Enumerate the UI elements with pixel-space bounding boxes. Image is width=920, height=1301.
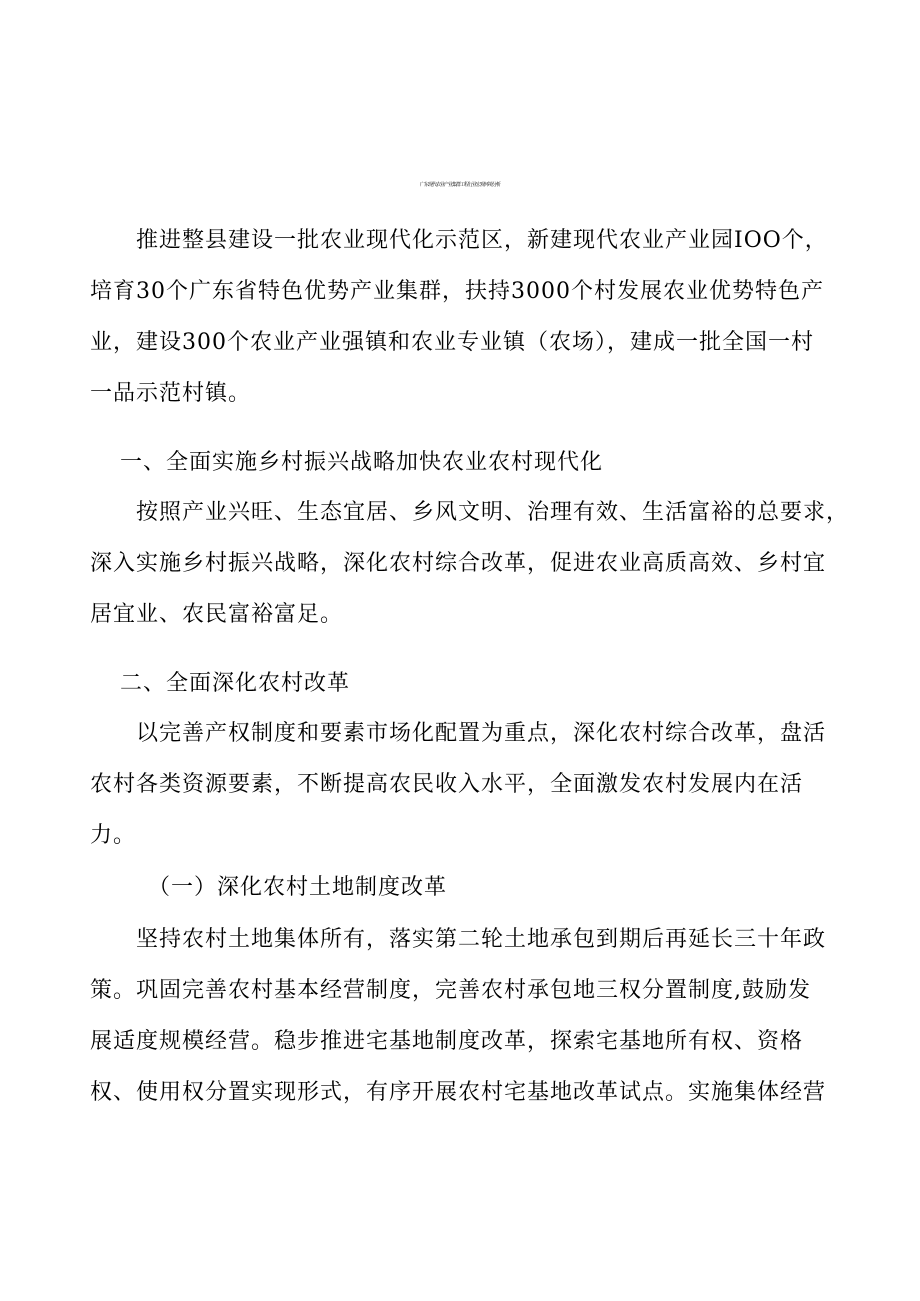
section-1-line-1: 按照产业兴旺、生态宜居、乡风文明、治理有效、生活富裕的总要求， bbox=[136, 500, 850, 525]
subsection-1-line-2: 策。巩固完善农村基本经营制度，完善农村承包地三权分置制度,鼓励发 bbox=[90, 978, 811, 1003]
section-1-heading: 一、全面实施乡村振兴战略加快农业农村现代化 bbox=[120, 450, 604, 475]
section-2-line-2: 农村各类资源要素，不断提高农民收入水平，全面激发农村发展内在活 bbox=[90, 772, 804, 797]
section-2-heading: 二、全面深化农村改革 bbox=[120, 671, 351, 696]
intro-line-4: 一品示范村镇。 bbox=[90, 381, 252, 406]
subsection-1-line-3: 展适度规模经营。稳步推进宅基地制度改革，探索宅基地所有权、资格 bbox=[90, 1029, 804, 1054]
intro-line-2: 培育30个广东省特色优势产业集群，扶持3000个村发展农业优势特色产 bbox=[90, 279, 824, 304]
intro-line-1: 推进整县建设一批农业现代化示范区，新建现代农业产业园IOO个， bbox=[136, 228, 828, 253]
document-title: 广东现代农业产业集群工程行业宏观环境分析 bbox=[419, 182, 500, 188]
section-2-line-1: 以完善产权制度和要素市场化配置为重点，深化农村综合改革，盘活 bbox=[136, 721, 827, 746]
intro-line-3: 业，建设300个农业产业强镇和农业专业镇（农场），建成一批全国一村 bbox=[90, 330, 814, 355]
section-1-line-2: 深入实施乡村振兴战略，深化农村综合改革，促进农业高质高效、乡村宜 bbox=[90, 551, 827, 576]
section-2-line-3: 力。 bbox=[90, 823, 137, 848]
section-1-line-3: 居宜业、农民富裕富足。 bbox=[90, 602, 344, 627]
subsection-1-line-1: 坚持农村土地集体所有，落实第二轮土地承包到期后再延长三十年政 bbox=[136, 927, 827, 952]
subsection-1-line-4: 权、使用权分置实现形式，有序开展农村宅基地改革试点。实施集体经营 bbox=[90, 1080, 827, 1105]
subsection-1-heading: （一）深化农村土地制度改革 bbox=[148, 875, 448, 900]
